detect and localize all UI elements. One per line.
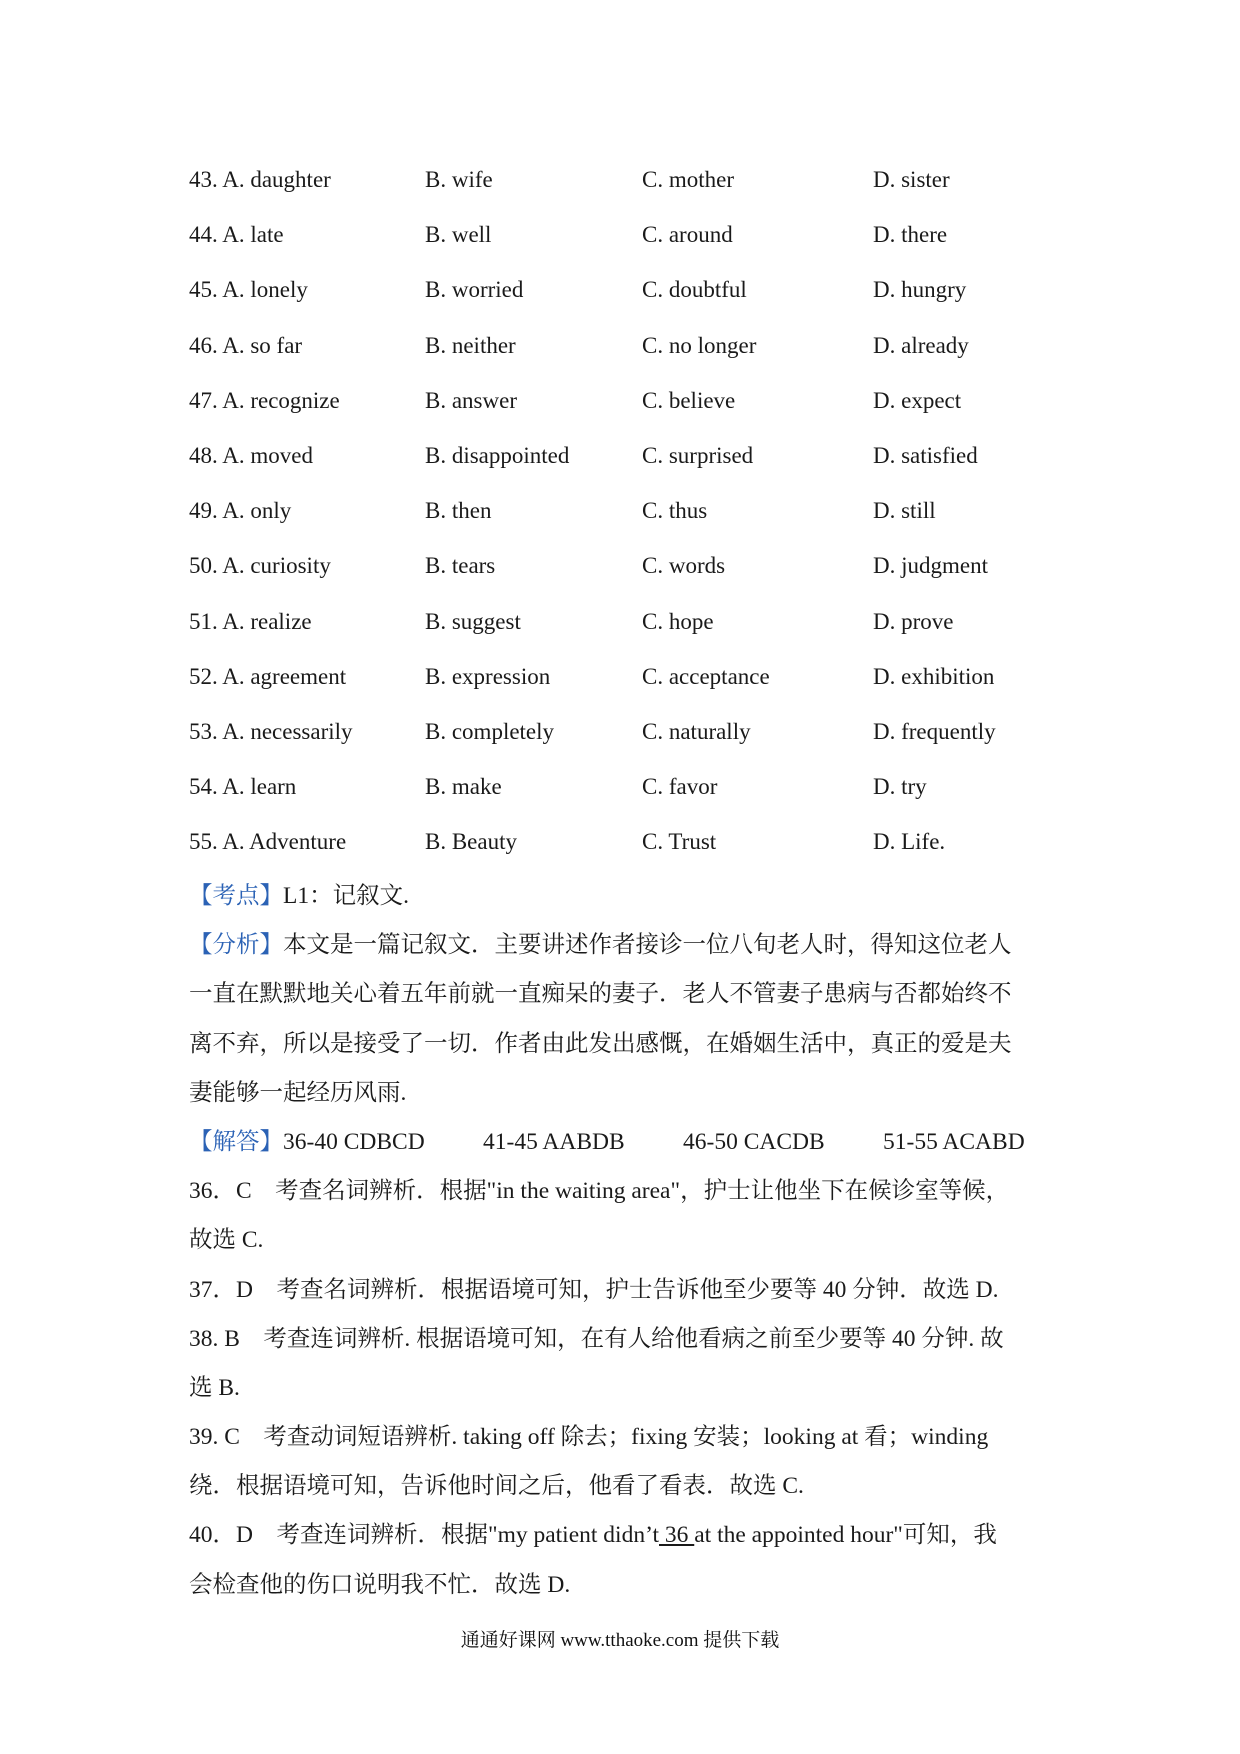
option-row xyxy=(189,436,1069,491)
option-c: C. acceptance xyxy=(642,663,770,689)
kaodian-tag: 【考点】 xyxy=(189,883,283,909)
option-d: D. already xyxy=(873,332,969,358)
option-c: C. words xyxy=(642,553,726,579)
option-d: D. hungry xyxy=(873,277,967,303)
explanation-line: 选 B. xyxy=(189,1374,240,1401)
jieda-tag: 【解答】 xyxy=(189,1128,283,1155)
option-a: 47. A. recognize xyxy=(189,387,340,413)
option-b: B. tears xyxy=(425,553,496,579)
option-a: 49. A. only xyxy=(189,498,292,524)
option-b: B. then xyxy=(425,498,492,524)
page-footer: 通通好课网 www.tthaoke.com 提供下载 xyxy=(460,1630,780,1651)
option-row xyxy=(189,381,1069,436)
answer-group: 46-50 CACDB xyxy=(683,1128,825,1155)
answer-group: 36-40 CDBCD xyxy=(283,1128,425,1155)
option-a: 46. A. so far xyxy=(189,332,303,358)
option-c: C. around xyxy=(642,222,733,248)
option-c: C. favor xyxy=(642,774,718,800)
option-a: 52. A. agreement xyxy=(189,663,347,689)
option-d: D. still xyxy=(873,498,936,524)
option-a: 45. A. lonely xyxy=(189,277,308,303)
jieda-line xyxy=(189,1118,1069,1167)
option-b: B. worried xyxy=(425,277,524,303)
explanation-line: 故选 C. xyxy=(189,1227,264,1254)
explanation-line: 37．D 考查名词辨析．根据语境可知，护士告诉他至少要等 40 分钟．故选 D. xyxy=(189,1276,999,1303)
option-a: 48. A. moved xyxy=(189,442,313,468)
option-c: C. no longer xyxy=(642,332,757,358)
option-c: C. thus xyxy=(642,498,708,524)
option-row xyxy=(189,270,1069,325)
explanation-text: 40．D 考查连词辨析．根据"my patient didn’t xyxy=(189,1522,659,1549)
option-d: D. exhibition xyxy=(873,663,995,689)
option-a: 44. A. late xyxy=(189,222,284,248)
option-b: B. well xyxy=(425,222,492,248)
options-table xyxy=(189,160,1069,877)
fenxi-line xyxy=(189,921,1069,970)
explanation-line xyxy=(189,1511,1069,1560)
option-b: B. suggest xyxy=(425,608,521,634)
option-c: C. Trust xyxy=(642,829,717,855)
option-d: D. expect xyxy=(873,387,962,413)
explanation-line: 39. C 考查动词短语辨析. taking off 除去；fixing 安装；looking at 看；winding xyxy=(189,1424,989,1451)
option-row xyxy=(189,712,1069,767)
option-d: D. judgment xyxy=(873,553,988,579)
option-d: D. satisfied xyxy=(873,442,978,468)
explanation-line: 绕．根据语境可知，告诉他时间之后，他看了看表．故选 C. xyxy=(189,1473,804,1500)
option-b: B. make xyxy=(425,774,502,800)
option-a: 51. A. realize xyxy=(189,608,312,634)
fenxi-tag: 【分析】 xyxy=(189,932,283,959)
option-a: 54. A. learn xyxy=(189,774,297,800)
option-c: C. surprised xyxy=(642,442,754,468)
option-b: B. Beauty xyxy=(425,829,517,855)
fenxi-text: 本文是一篇记叙文．主要讲述作者接诊一位八旬老人时，得知这位老人 xyxy=(283,932,1012,959)
option-b: B. disappointed xyxy=(425,442,570,468)
explanation-line: 会检查他的伤口说明我不忙．故选 D. xyxy=(189,1571,571,1598)
option-a: 55. A. Adventure xyxy=(189,829,347,855)
option-b: B. answer xyxy=(425,387,517,413)
option-b: B. completely xyxy=(425,718,555,744)
option-c: C. hope xyxy=(642,608,714,634)
fenxi-line: 一直在默默地关心着五年前就一直痴呆的妻子．老人不管妻子患病与否都始终不 xyxy=(189,981,1012,1008)
option-row xyxy=(189,326,1069,381)
option-d: D. sister xyxy=(873,167,950,192)
option-b: B. wife xyxy=(425,167,493,192)
explanation-line: 36．C 考查名词辨析．根据"in the waiting area"，护士让他坐下在候诊室等候， xyxy=(189,1178,1010,1205)
kaodian-line xyxy=(189,872,1069,921)
answer-group: 41-45 AABDB xyxy=(483,1128,625,1155)
answer-analysis xyxy=(189,872,1069,1610)
option-row xyxy=(189,491,1069,546)
option-b: B. neither xyxy=(425,332,516,358)
explanation-line: 38. B 考查连词辨析. 根据语境可知，在有人给他看病之前至少要等 40 分钟. 故 xyxy=(189,1325,1004,1352)
kaodian-text: L1：记叙文. xyxy=(283,883,409,909)
option-c: C. believe xyxy=(642,387,736,413)
option-row xyxy=(189,767,1069,822)
option-c: C. naturally xyxy=(642,718,751,744)
option-d: D. Life. xyxy=(873,829,946,855)
option-d: D. frequently xyxy=(873,718,996,744)
option-a: 50. A. curiosity xyxy=(189,553,331,579)
option-c: C. doubtful xyxy=(642,277,747,303)
option-d: D. try xyxy=(873,774,927,800)
option-row xyxy=(189,657,1069,712)
fenxi-line: 妻能够一起经历风雨. xyxy=(189,1079,407,1106)
answer-group: 51-55 ACABD xyxy=(883,1128,1025,1155)
option-row xyxy=(189,546,1069,601)
option-d: D. there xyxy=(873,222,948,248)
option-row xyxy=(189,602,1069,657)
option-b: B. expression xyxy=(425,663,551,689)
explanation-text: at the appointed hour"可知，我 xyxy=(694,1522,997,1549)
option-row xyxy=(189,215,1069,270)
option-row xyxy=(189,160,1069,215)
option-c: C. mother xyxy=(642,167,734,192)
option-d: D. prove xyxy=(873,608,954,634)
fenxi-line: 离不弃，所以是接受了一切．作者由此发出感慨，在婚姻生活中，真正的爱是夫 xyxy=(189,1030,1012,1057)
blank-36: 36 xyxy=(659,1522,695,1549)
option-a: 43. A. daughter xyxy=(189,167,331,192)
option-a: 53. A. necessarily xyxy=(189,718,353,744)
option-row xyxy=(189,822,1069,877)
